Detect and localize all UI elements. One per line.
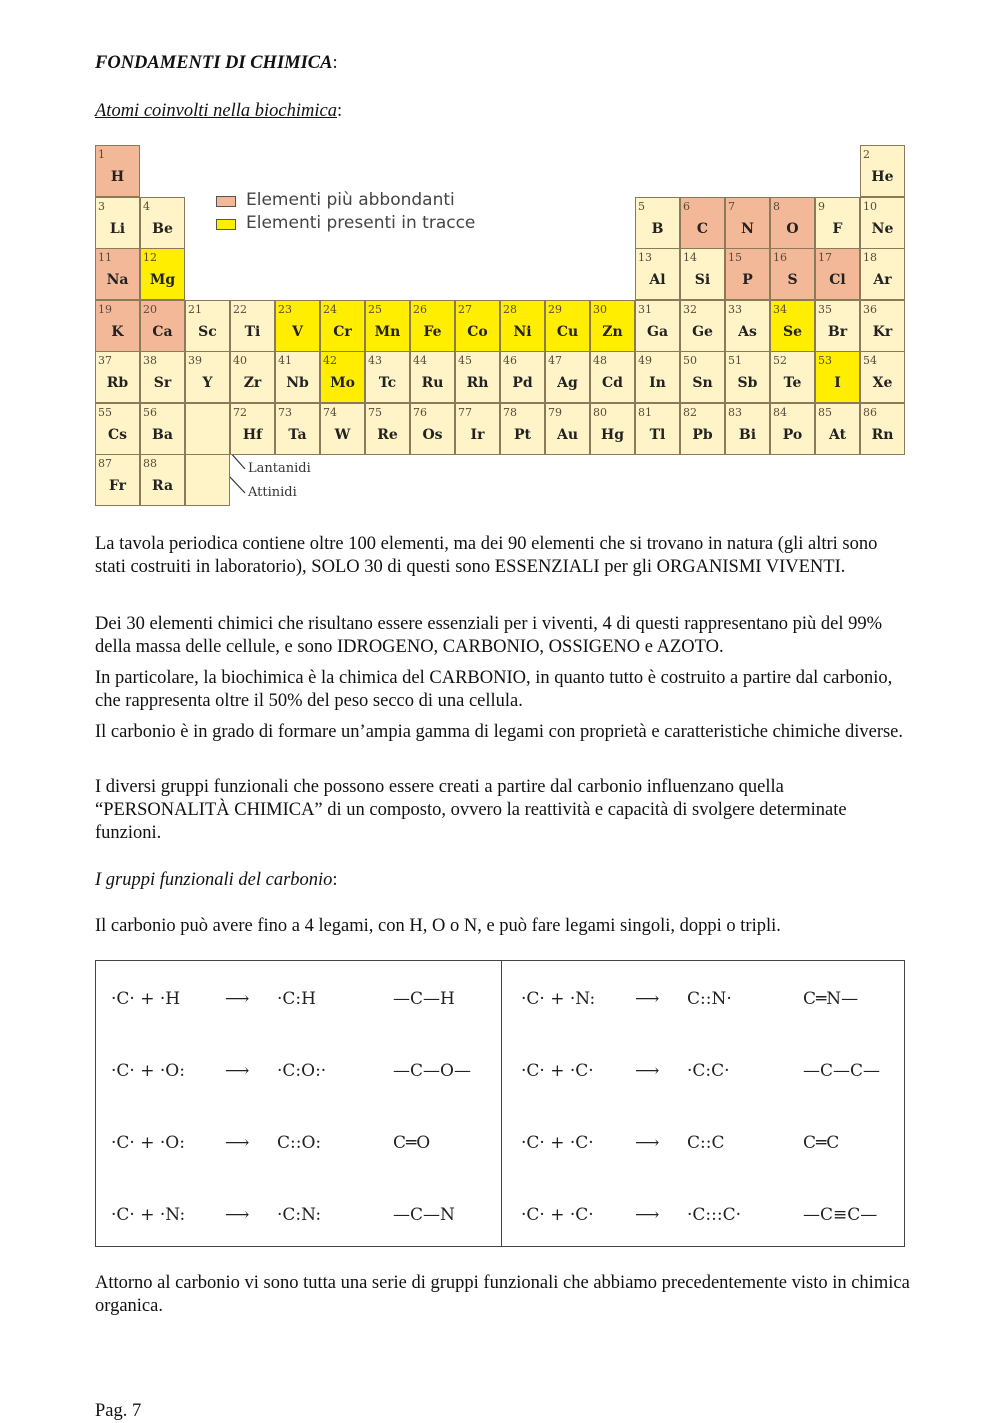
element-symbol: Ca (152, 323, 173, 340)
element-symbol: H (110, 169, 125, 185)
element-os (410, 403, 455, 455)
element-te (770, 351, 815, 403)
periodic-table (95, 145, 907, 510)
element-symbol: F (832, 220, 843, 237)
atomic-number: 11 (98, 251, 112, 264)
element-symbol: Ra (151, 478, 174, 494)
element-symbol: Mg (149, 272, 176, 288)
element-symbol: Os (422, 426, 443, 443)
closing-paragraph: Attorno al carbonio vi sono tutta una serie di gruppi funzionali che abbiamo precedentemente visto in chimica organica. (95, 1273, 910, 1316)
element-ni (500, 300, 545, 352)
abundant-swatch (216, 196, 236, 207)
atomic-number: 2 (863, 148, 870, 161)
element-v (275, 300, 320, 352)
atomic-number: 34 (773, 302, 787, 316)
element-symbol: N (741, 220, 754, 237)
element-symbol: In (649, 375, 666, 391)
heading: FONDAMENTI DI CHIMICA: (95, 53, 338, 73)
atomic-number: 43 (368, 354, 382, 367)
element-symbol: Rh (466, 375, 489, 391)
element-co (455, 300, 500, 352)
element-tc (365, 351, 410, 403)
element-nb (275, 351, 320, 403)
bond-arrow: ⟶ (635, 1133, 660, 1153)
element-symbol: Xe (872, 375, 893, 391)
element-symbol: Mn (374, 323, 401, 340)
element-symbol: Tc (378, 375, 397, 391)
bond-reactants: ·C· + ·O: (111, 1133, 185, 1153)
bond-lewis: ·C:H (277, 989, 316, 1009)
atomic-number: 85 (818, 405, 832, 419)
element-ag (545, 351, 590, 403)
element-symbol: Mo (330, 375, 355, 391)
atomic-number: 72 (233, 405, 247, 419)
element-hf (230, 403, 275, 455)
element-symbol: Li (109, 220, 126, 237)
atomic-number: 22 (233, 302, 247, 316)
atomic-number: 7 (728, 199, 735, 213)
atomic-number: 17 (818, 251, 832, 264)
atomic-number: 25 (368, 302, 382, 316)
subheading: Atomi coinvolti nella biochimica: (95, 101, 343, 121)
bond-structure: —C≡C— (803, 1205, 878, 1225)
element-symbol: Cs (107, 426, 128, 443)
element-cs (95, 403, 140, 455)
bond-reactants: ·C· + ·N: (521, 989, 596, 1009)
atomic-number: 36 (863, 302, 877, 316)
atomic-number: 37 (98, 354, 112, 367)
element-xe (860, 351, 905, 403)
element-rn (860, 403, 905, 455)
atomic-number: 53 (818, 354, 832, 367)
atomic-number: 73 (278, 405, 292, 419)
section2-title: I gruppi funzionali del carbonio: (95, 870, 338, 890)
element-symbol: Ti (244, 323, 261, 340)
element-symbol: Cr (333, 323, 352, 340)
element-in (635, 351, 680, 403)
element-pt (500, 403, 545, 455)
bond-row (511, 1197, 901, 1237)
atomic-number: 28 (503, 302, 517, 316)
element-na (95, 248, 140, 300)
element-symbol: C (696, 220, 709, 237)
element-symbol: Sc (198, 323, 217, 340)
atomic-number: 18 (863, 251, 877, 264)
atomic-number: 81 (638, 405, 652, 419)
atomic-number: 32 (683, 302, 697, 316)
atomic-number: 33 (728, 302, 742, 316)
element-cd (590, 351, 635, 403)
element-symbol: Be (152, 220, 173, 237)
element-cu (545, 300, 590, 352)
atomic-number: 3 (98, 199, 105, 213)
element-symbol: Au (556, 426, 579, 443)
element-symbol: Te (783, 375, 802, 391)
trace-swatch (216, 219, 236, 230)
element-mg (140, 248, 185, 300)
label-lanthanides: Lantanidi (248, 461, 311, 476)
atomic-number: 24 (323, 302, 337, 316)
bond-arrow: ⟶ (225, 989, 250, 1009)
bond-row (511, 981, 901, 1021)
bond-arrow: ⟶ (635, 1205, 660, 1225)
element-symbol: S (787, 272, 798, 288)
element-symbol: Rn (871, 426, 894, 443)
element-rh (455, 351, 500, 403)
element-symbol: Sb (737, 375, 758, 391)
atomic-number: 14 (683, 251, 697, 264)
atomic-number: 82 (683, 405, 697, 419)
element-s (770, 248, 815, 300)
atomic-number: 74 (323, 405, 337, 419)
bond-lewis: ·C:C· (687, 1061, 730, 1081)
element-re (365, 403, 410, 455)
element-mo (320, 351, 365, 403)
element-symbol: Fr (108, 478, 127, 494)
element-symbol: Pt (514, 426, 531, 443)
element-be (140, 197, 185, 249)
element-symbol: Br (827, 323, 848, 340)
atomic-number: 19 (98, 302, 112, 316)
element-he (860, 145, 905, 197)
atomic-number: 83 (728, 405, 742, 419)
element-p (725, 248, 770, 300)
element-symbol: O (786, 220, 799, 237)
bond-structure: —C—N (393, 1205, 455, 1225)
atomic-number: 79 (548, 405, 562, 419)
element-li (95, 197, 140, 249)
atomic-number: 51 (728, 354, 742, 367)
element-symbol: Zn (602, 323, 623, 340)
atomic-number: 1 (98, 148, 105, 161)
element-ta (275, 403, 320, 455)
element-cr (320, 300, 365, 352)
atomic-number: 75 (368, 405, 382, 419)
bond-reactants: ·C· + ·N: (111, 1205, 186, 1225)
element-sn (680, 351, 725, 403)
element-w (320, 403, 365, 455)
element-po (770, 403, 815, 455)
bond-structure: C═C (803, 1133, 840, 1153)
atomic-number: 39 (188, 354, 202, 367)
legend-abundant: Elementi più abbondanti (246, 190, 455, 210)
element-o (770, 197, 815, 249)
element-al (635, 248, 680, 300)
paragraph-1: La tavola periodica contiene oltre 100 elementi, ma dei 90 elementi che si trovano in natura (gli altri sono stati costruiti in laboratorio), SOLO 30 di questi sono ESSENZIALI per gli ORGANISMI VIVENTI. (95, 534, 878, 577)
element-placeholder (185, 454, 230, 506)
atomic-number: 6 (683, 199, 690, 213)
element-h (95, 145, 140, 197)
atomic-number: 21 (188, 302, 202, 316)
atomic-number: 44 (413, 354, 427, 367)
element-fe (410, 300, 455, 352)
bond-arrow: ⟶ (225, 1205, 250, 1225)
element-ra (140, 454, 185, 506)
element-symbol: He (871, 169, 894, 185)
element-ge (680, 300, 725, 352)
element-symbol: Pb (692, 426, 713, 443)
bond-lewis: C::C (687, 1133, 725, 1153)
element-symbol: Sr (153, 375, 172, 391)
element-symbol: Ga (646, 323, 669, 340)
element-symbol: Cu (556, 323, 579, 340)
bond-reactants: ·C· + ·C· (521, 1205, 594, 1225)
element-cl (815, 248, 860, 300)
element-tl (635, 403, 680, 455)
element-ir (455, 403, 500, 455)
element-si (680, 248, 725, 300)
bond-lewis: ·C:O:· (277, 1061, 327, 1081)
bond-structure: C═N— (803, 989, 859, 1009)
atomic-number: 46 (503, 354, 517, 367)
atomic-number: 50 (683, 354, 697, 367)
atomic-number: 12 (143, 251, 157, 264)
bond-structure: —C—H (393, 989, 455, 1009)
atomic-number: 27 (458, 302, 472, 316)
atomic-number: 78 (503, 405, 517, 419)
element-se (770, 300, 815, 352)
element-symbol: Fe (423, 323, 442, 340)
element-symbol: Ne (871, 220, 894, 237)
paragraph-5: I diversi gruppi funzionali che possono essere creati a partire dal carbonio influenzano quella “PERSONALITÀ CHIMICA” di un composto, ovvero la reattività e capacità di svolgere determinate funzioni. (95, 777, 847, 843)
element-symbol: Re (377, 426, 398, 443)
atomic-number: 80 (593, 405, 607, 419)
atomic-number: 29 (548, 302, 562, 316)
bond-structure: —C—C— (803, 1061, 881, 1081)
element-symbol: Tl (649, 426, 666, 443)
element-br (815, 300, 860, 352)
atomic-number: 20 (143, 302, 157, 316)
element-symbol: Co (467, 323, 488, 340)
element-symbol: Ru (421, 375, 444, 391)
element-zn (590, 300, 635, 352)
element-bi (725, 403, 770, 455)
element-sb (725, 351, 770, 403)
bond-row (101, 1197, 491, 1237)
bond-row (101, 1125, 491, 1165)
element-symbol: Rb (106, 375, 129, 391)
element-symbol: Ge (692, 323, 713, 340)
element-symbol: At (828, 426, 847, 443)
atomic-number: 35 (818, 302, 832, 316)
atomic-number: 40 (233, 354, 247, 367)
atomic-number: 88 (143, 457, 157, 470)
element-symbol: K (111, 323, 124, 340)
element-symbol: Ba (152, 426, 173, 443)
atomic-number: 5 (638, 199, 645, 213)
atomic-number: 23 (278, 302, 292, 316)
element-symbol: Y (202, 375, 213, 391)
element-symbol: B (651, 220, 664, 237)
element-symbol: Zr (243, 375, 262, 391)
atomic-number: 10 (863, 199, 877, 213)
element-symbol: Se (782, 323, 803, 340)
element-symbol: Bi (738, 426, 757, 443)
element-y (185, 351, 230, 403)
element-symbol: P (742, 272, 753, 288)
atomic-number: 8 (773, 199, 780, 213)
element-pb (680, 403, 725, 455)
atomic-number: 15 (728, 251, 742, 264)
bond-reactants: ·C· + ·O: (111, 1061, 185, 1081)
bond-arrow: ⟶ (225, 1133, 250, 1153)
element-ba (140, 403, 185, 455)
element-at (815, 403, 860, 455)
atomic-number: 54 (863, 354, 877, 367)
element-symbol: Cl (829, 272, 846, 288)
element-symbol: V (292, 323, 303, 340)
element-kr (860, 300, 905, 352)
element-symbol: Cd (602, 375, 623, 391)
element-zr (230, 351, 275, 403)
element-k (95, 300, 140, 352)
atomic-number: 30 (593, 302, 607, 316)
atomic-number: 13 (638, 251, 652, 264)
element-as (725, 300, 770, 352)
paragraph-2: Dei 30 elementi chimici che risultano essere essenziali per i viventi, 4 di questi rappresentano più del 99% della massa delle cellule, e sono IDROGENO, CARBONIO, OSSIGENO e AZOTO. (95, 614, 883, 657)
bond-reactants: ·C· + ·H (111, 989, 181, 1009)
bond-structure: —C—O— (393, 1061, 471, 1081)
atomic-number: 31 (638, 302, 652, 316)
atomic-number: 87 (98, 457, 112, 470)
element-rb (95, 351, 140, 403)
element-b (635, 197, 680, 249)
element-au (545, 403, 590, 455)
element-symbol: Si (694, 272, 711, 288)
element-symbol: Kr (872, 323, 893, 340)
bond-row (511, 1053, 901, 1093)
figure-divider (501, 961, 502, 1246)
bond-row (101, 1053, 491, 1093)
element-ar (860, 248, 905, 300)
element-mn (365, 300, 410, 352)
element-f (815, 197, 860, 249)
atomic-number: 47 (548, 354, 562, 367)
atomic-number: 84 (773, 405, 787, 419)
atomic-number: 52 (773, 354, 787, 367)
atomic-number: 86 (863, 405, 877, 419)
element-symbol: Ni (513, 323, 532, 340)
label-actinides: Attinidi (248, 485, 297, 500)
atomic-number: 41 (278, 354, 292, 367)
element-i (815, 351, 860, 403)
element-fr (95, 454, 140, 506)
bond-reactants: ·C· + ·C· (521, 1061, 594, 1081)
element-symbol: Po (782, 426, 803, 443)
atomic-number: 56 (143, 405, 157, 419)
atomic-number: 16 (773, 251, 787, 264)
atomic-number: 45 (458, 354, 472, 367)
bond-lewis: ·C:N: (277, 1205, 322, 1225)
atomic-number: 9 (818, 199, 825, 213)
element-sc (185, 300, 230, 352)
element-symbol: Ag (557, 375, 578, 391)
carbon-bonds-figure (95, 960, 905, 1247)
atomic-number: 55 (98, 405, 112, 419)
section2-intro: Il carbonio può avere fino a 4 legami, con H, O o N, e può fare legami singoli, doppi o tripli. (95, 916, 781, 936)
atomic-number: 26 (413, 302, 427, 316)
element-symbol: Ar (873, 272, 892, 288)
element-symbol: Al (649, 272, 666, 288)
element-ca (140, 300, 185, 352)
element-symbol: Hg (600, 426, 625, 443)
paragraph-3: In particolare, la biochimica è la chimica del CARBONIO, in quanto tutto è costruito a partire dal carbonio, che rappresenta oltre il 50% del peso secco di una cellula. (95, 668, 893, 711)
legend-trace: Elementi presenti in tracce (246, 213, 476, 233)
element-hg (590, 403, 635, 455)
atomic-number: 48 (593, 354, 607, 367)
bond-row (511, 1125, 901, 1165)
element-ne (860, 197, 905, 249)
atomic-number: 4 (143, 199, 150, 213)
bond-structure: C═O (393, 1133, 431, 1153)
element-symbol: I (834, 375, 841, 391)
atomic-number: 38 (143, 354, 157, 367)
bond-lewis: ·C:::C· (687, 1205, 742, 1225)
element-symbol: Na (106, 272, 129, 288)
element-symbol: Nb (286, 375, 309, 391)
bond-row (101, 981, 491, 1021)
bond-lewis: C::N· (687, 989, 732, 1009)
bond-arrow: ⟶ (225, 1061, 250, 1081)
element-ru (410, 351, 455, 403)
bond-reactants: ·C· + ·C· (521, 1133, 594, 1153)
page-number: Pag. 7 (95, 1401, 142, 1421)
element-symbol: Sn (692, 375, 713, 391)
atomic-number: 42 (323, 354, 337, 367)
atomic-number: 77 (458, 405, 472, 419)
element-ga (635, 300, 680, 352)
bond-lewis: C::O: (277, 1133, 322, 1153)
element-placeholder (185, 403, 230, 455)
element-ti (230, 300, 275, 352)
bond-arrow: ⟶ (635, 989, 660, 1009)
element-n (725, 197, 770, 249)
element-pd (500, 351, 545, 403)
atomic-number: 76 (413, 405, 427, 419)
element-symbol: W (334, 426, 351, 443)
element-symbol: As (738, 323, 757, 340)
atomic-number: 49 (638, 354, 652, 367)
element-symbol: Ta (288, 426, 307, 443)
element-c (680, 197, 725, 249)
paragraph-4: Il carbonio è in grado di formare un’ampia gamma di legami con proprietà e caratteristiche chimiche diverse. (95, 722, 904, 742)
element-sr (140, 351, 185, 403)
element-symbol: Ir (470, 426, 485, 443)
element-symbol: Pd (512, 375, 533, 391)
bond-arrow: ⟶ (635, 1061, 660, 1081)
element-symbol: Hf (242, 426, 263, 443)
